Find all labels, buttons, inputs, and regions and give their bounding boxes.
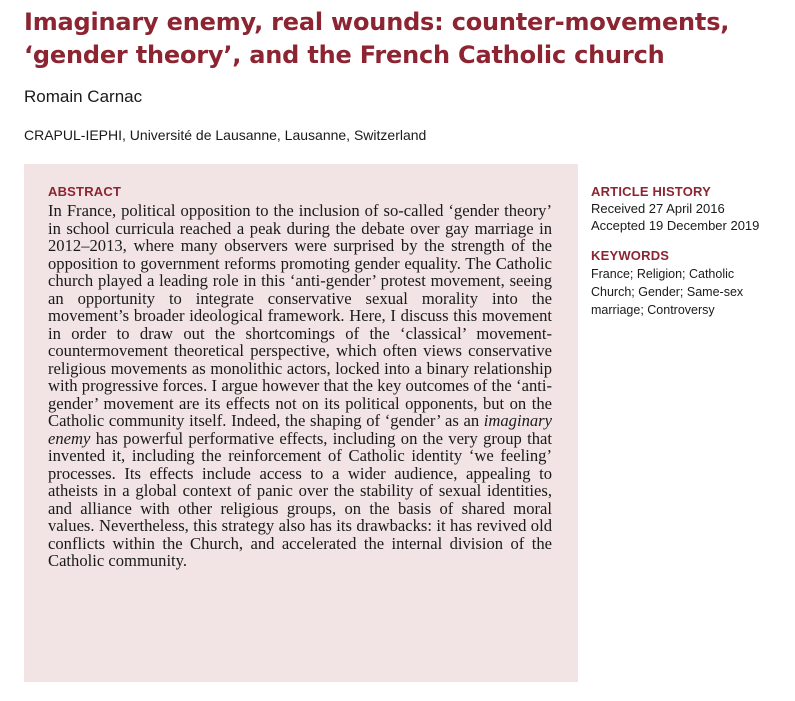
article-sidebar [591, 184, 781, 319]
keywords-heading: KEYWORDS [591, 248, 670, 263]
keywords-block [591, 248, 781, 319]
abstract-text [48, 202, 552, 570]
author-name: Romain Carnac [24, 87, 143, 106]
article-history-block [591, 184, 781, 234]
abstract-text-part2: has powerful performative effects, including on the very group that invented it, including the reinforcement of Catholic identity ‘we feeling’ processes. Its effects include access to a wider audience, appealing to atheists in a global context of panic over the stability of sexual identities, and alliance with other religious groups, on the basis of shared moral values. Nevertheless, this strategy also has its drawbacks: it has revived old conflicts within the Church, and accelerated the internal division of the Catholic community. [48, 428, 552, 570]
article-history-heading: ARTICLE HISTORY [591, 184, 712, 199]
article-history-dates [591, 200, 781, 234]
abstract-text-part1: In France, political opposition to the inclusion of so-called ‘gender theory’ in school curricula reached a peak during the debate over gay marriage in 2012–2013, where many observers were surprised by the strength of the opposition to government reforms promoting gender equality. The Catholic church played a leading role in this ‘anti-gender’ protest movement, seeing an opportunity to integrate conservative sexual morality into the movement’s broader ideological framework. Here, I discuss this movement in order to draw out the shortcomings of the ‘classical’ movement-countermovement theoretical perspective, which often views conservative religious movements as monolithic actors, locked into a binary relationship with progressive forces. I argue however that the key outcomes of the ‘anti-gender’ movement are its effects not on its political opponents, but on the Catholic community itself. Indeed, the shaping of ‘gender’ as an [48, 201, 552, 430]
article-title: Imaginary enemy, real wounds: counter-movements, ‘gender theory’, and the French Catholic church [24, 8, 730, 69]
accepted-date: Accepted 19 December 2019 [591, 218, 760, 233]
author-affiliation: CRAPUL-IEPHI, Université de Lausanne, Lausanne, Switzerland [24, 127, 427, 143]
keywords-list: France; Religion; Catholic Church; Gender; Same-sex marriage; Controversy [591, 267, 744, 317]
abstract-emphasis: imaginary enemy [48, 411, 552, 448]
abstract-box [24, 164, 578, 682]
received-date: Received 27 April 2016 [591, 201, 725, 216]
abstract-heading: ABSTRACT [48, 184, 122, 199]
